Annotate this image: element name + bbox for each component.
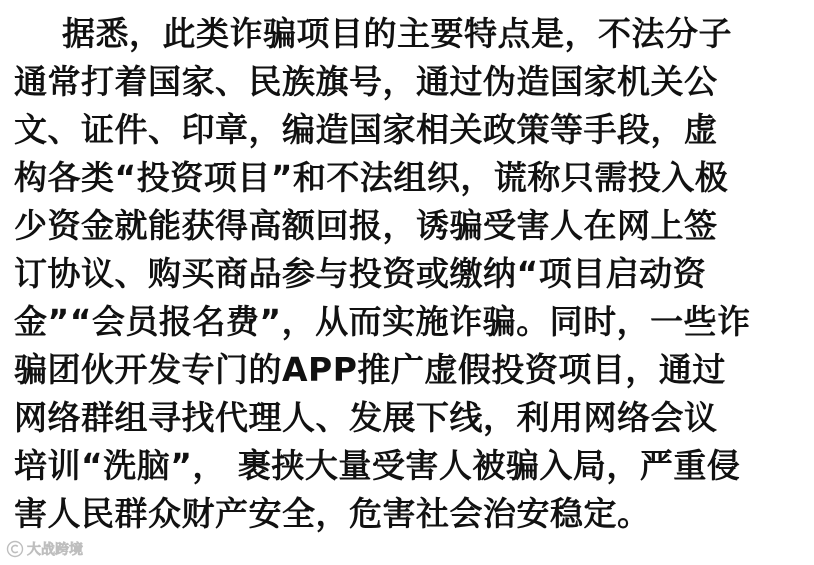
text-line: 害人民群众财产安全，危害社会治安稳定。 xyxy=(14,494,651,533)
text-line: 培训“洗脑”， 裹挟大量受害人被骗入局，严重侵 xyxy=(14,446,741,485)
text-line: 金”“会员报名费”，从而实施诈骗。同时，一些诈 xyxy=(14,302,751,341)
watermark-text: 大战跨境 xyxy=(27,542,83,558)
text-line: 少资金就能获得高额回报，诱骗受害人在网上签 xyxy=(14,206,718,245)
text-line: 构各类“投资项目”和不法组织，谎称只需投入极 xyxy=(14,158,729,197)
text-line: 订协议、购买商品参与投资或缴纳“项目启动资 xyxy=(14,254,707,293)
text-line: 据悉，此类诈骗项目的主要特点是，不法分子 xyxy=(62,14,732,53)
article-paragraph xyxy=(14,10,804,538)
text-line: 网络群组寻找代理人、发展下线，利用网络会议 xyxy=(14,398,718,437)
copyright-c-icon xyxy=(6,540,24,558)
watermark xyxy=(6,539,83,559)
text-line: 文、证件、印章，编造国家相关政策等手段，虚 xyxy=(14,110,718,149)
text-line: 骗团伙开发专门的APP推广虚假投资项目，通过 xyxy=(14,350,726,389)
text-line: 通常打着国家、民族旗号，通过伪造国家机关公 xyxy=(14,62,718,101)
